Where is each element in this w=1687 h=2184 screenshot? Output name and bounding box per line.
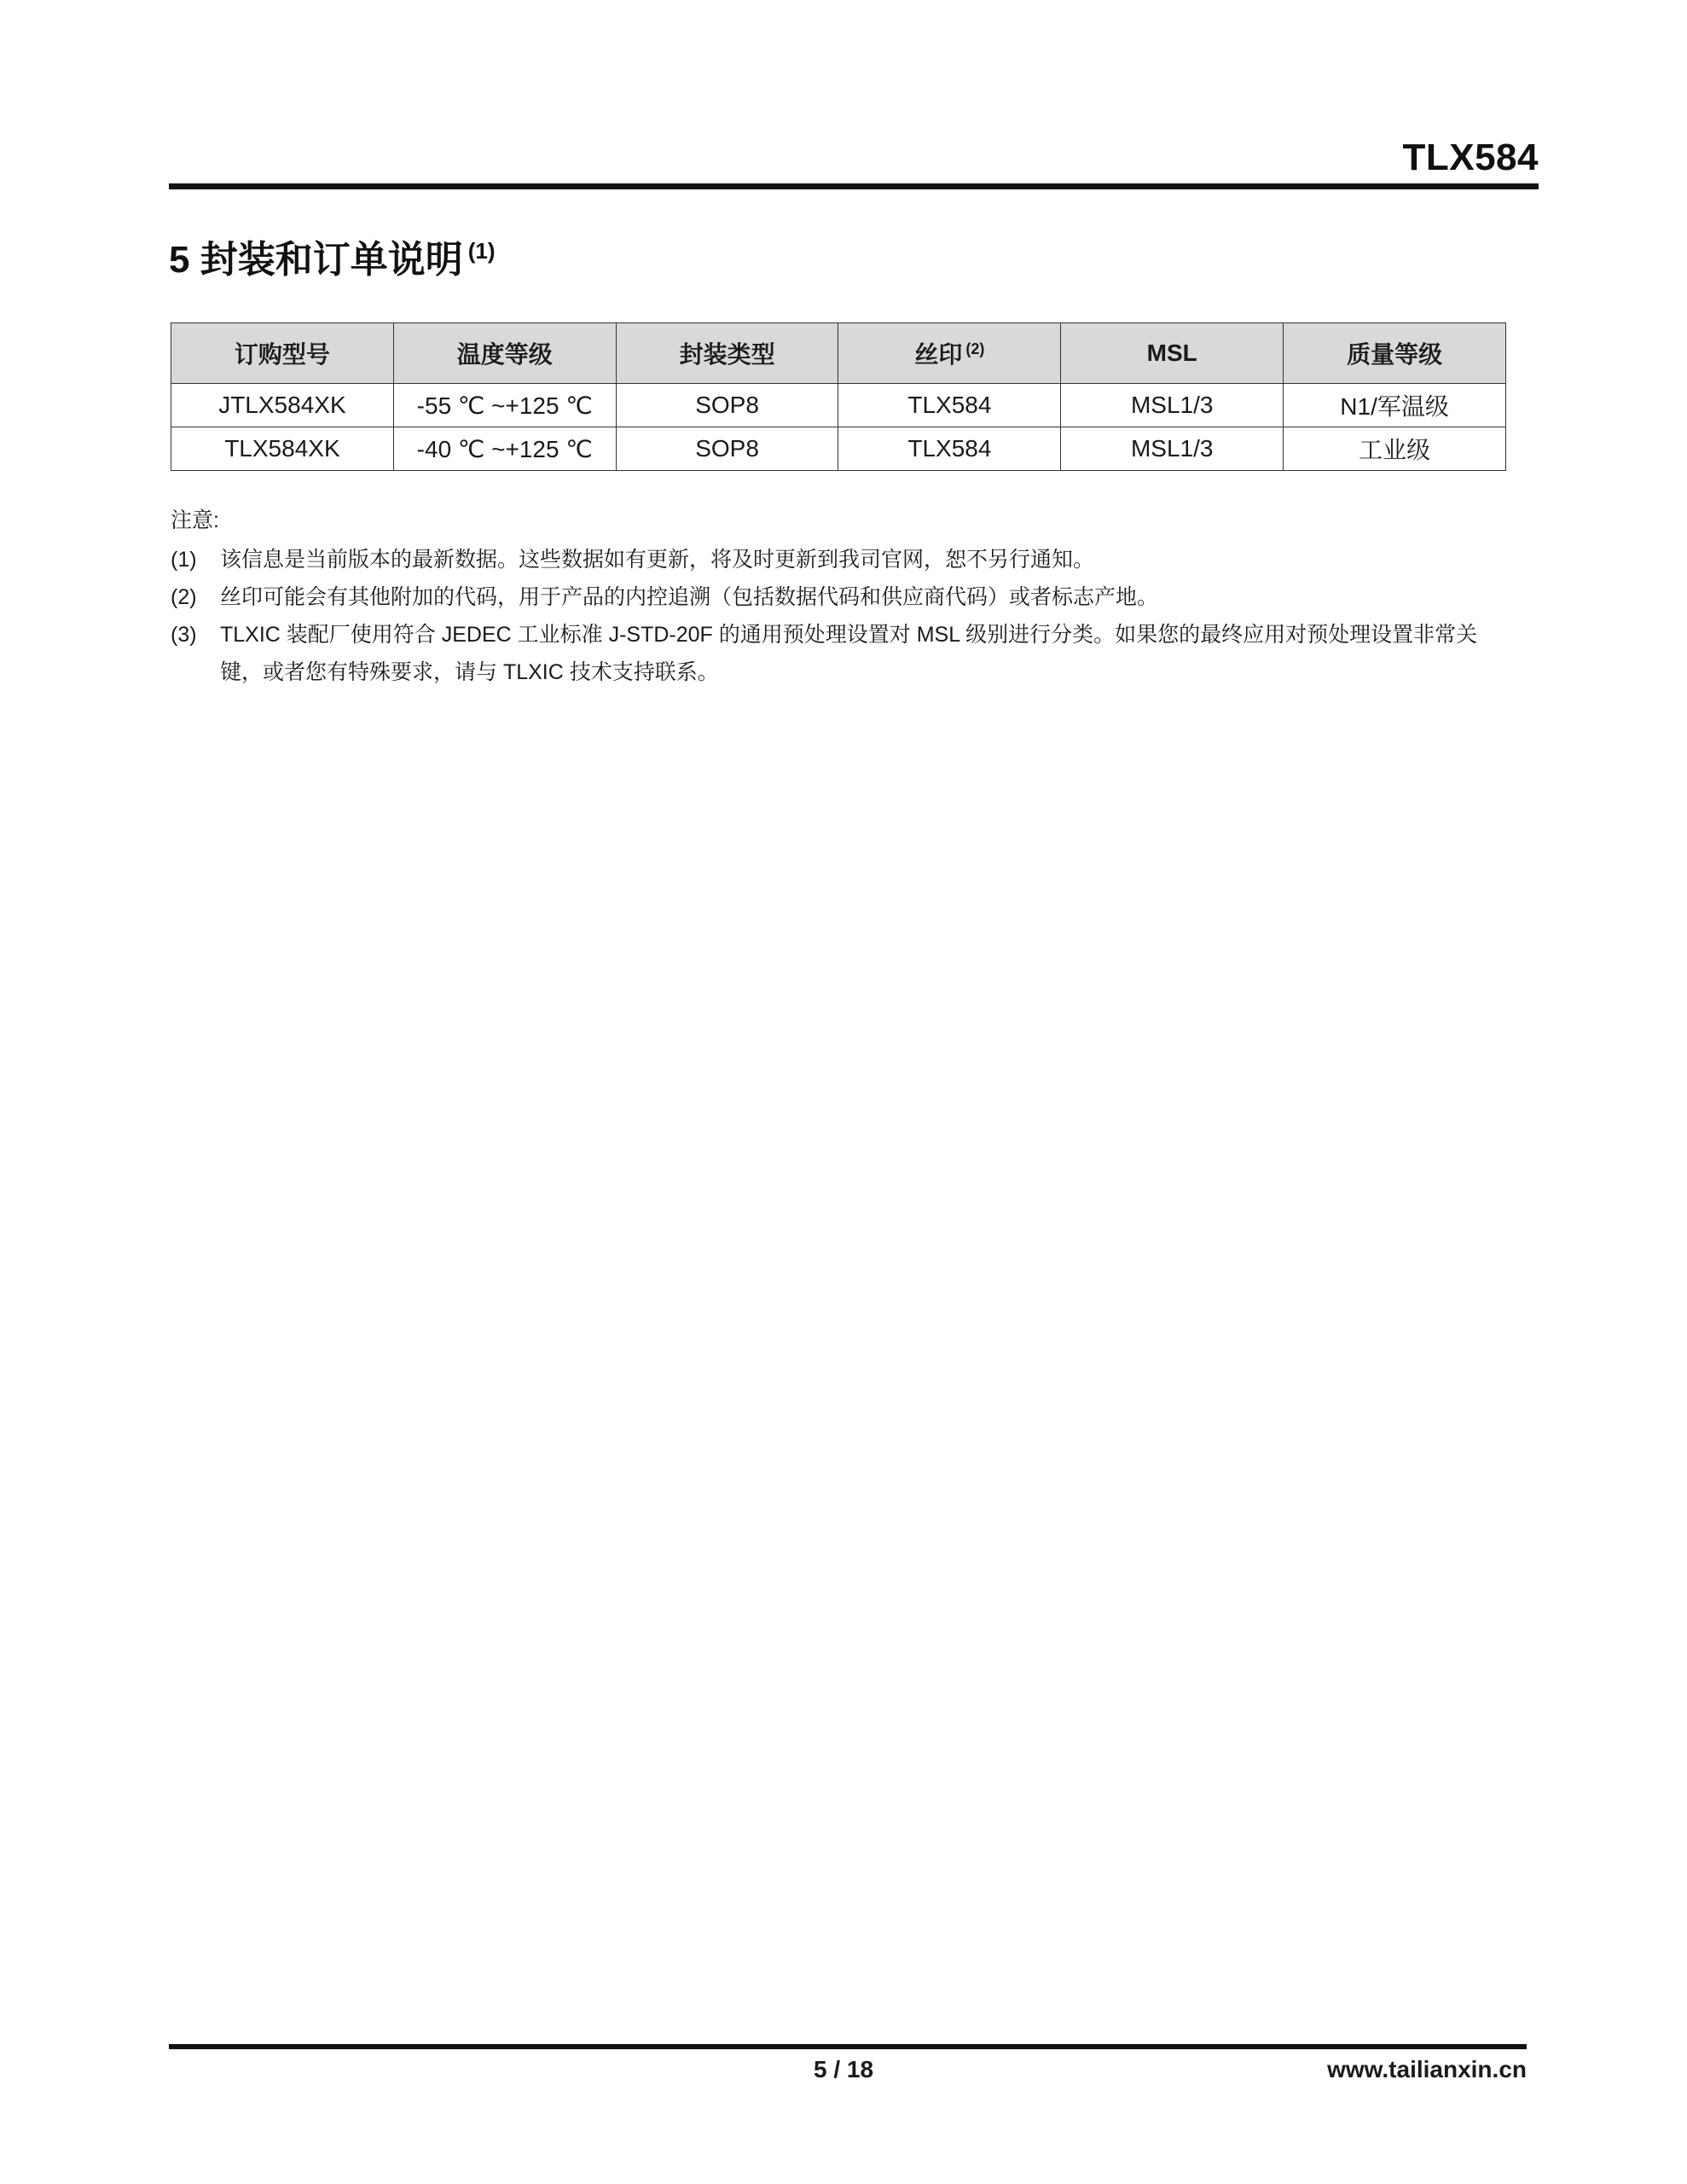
footer-divider xyxy=(169,2044,1527,2049)
column-header-package-type: 封装类型 xyxy=(616,323,838,384)
table-cell: -40 ℃ ~+125 ℃ xyxy=(393,427,616,471)
table-cell: MSL1/3 xyxy=(1061,384,1284,427)
table-row xyxy=(171,427,1506,471)
table-cell: JTLX584XK xyxy=(171,384,394,427)
marking-footnote: (2) xyxy=(965,340,985,357)
table-cell: TLX584 xyxy=(838,427,1061,471)
table-cell: -55 ℃ ~+125 ℃ xyxy=(393,384,616,427)
table-cell: 工业级 xyxy=(1284,427,1506,471)
note-number: (2) xyxy=(171,585,197,609)
note-item xyxy=(171,541,1510,578)
note-number: (1) xyxy=(171,548,197,572)
table-cell: MSL1/3 xyxy=(1061,427,1284,471)
note-text: TLXIC 装配厂使用符合 JEDEC 工业标准 J-STD-20F 的通用预处理设置对 MSL 级别进行分类。如果您的最终应用对预处理设置非常关键，或者您有特殊要求，请与 TLXIC 技术支持联系。 xyxy=(220,623,1478,684)
section-heading xyxy=(169,229,495,283)
order-info-table xyxy=(171,322,1506,471)
section-heading-footnote: (1) xyxy=(467,238,496,264)
notes-heading: 注意: xyxy=(171,508,219,532)
table-cell: SOP8 xyxy=(616,427,838,471)
section-heading-text: 5 封装和订单说明 xyxy=(169,239,463,281)
table-cell: SOP8 xyxy=(616,384,838,427)
note-item xyxy=(171,578,1510,616)
note-text: 丝印可能会有其他附加的代码，用于产品的内控追溯（包括数据代码和供应商代码）或者标志产地。 xyxy=(220,585,1159,609)
column-header-msl: MSL xyxy=(1061,323,1284,384)
column-header-temperature-grade: 温度等级 xyxy=(393,323,616,384)
table-cell: N1/军温级 xyxy=(1284,384,1506,427)
website-link[interactable]: www.tailianxin.cn xyxy=(1327,2056,1527,2082)
header-divider xyxy=(169,183,1539,189)
table-header-row xyxy=(171,323,1506,384)
table-cell: TLX584XK xyxy=(171,427,394,471)
column-header-order-number: 订购型号 xyxy=(171,323,394,384)
note-item xyxy=(171,616,1510,691)
table-row xyxy=(171,384,1506,427)
note-text: 该信息是当前版本的最新数据。这些数据如有更新，将及时更新到我司官网，恕不另行通知。 xyxy=(220,548,1095,572)
page-number: 5 / 18 xyxy=(813,2056,874,2082)
notes-section xyxy=(171,502,1510,691)
column-header-marking: 丝印 $^{(2)}$ xyxy=(838,323,1061,384)
column-header-quality-grade: 质量等级 xyxy=(1284,323,1506,384)
note-number: (3) xyxy=(171,623,197,647)
document-title: TLX584 xyxy=(1402,136,1539,178)
table-cell: TLX584 xyxy=(838,384,1061,427)
